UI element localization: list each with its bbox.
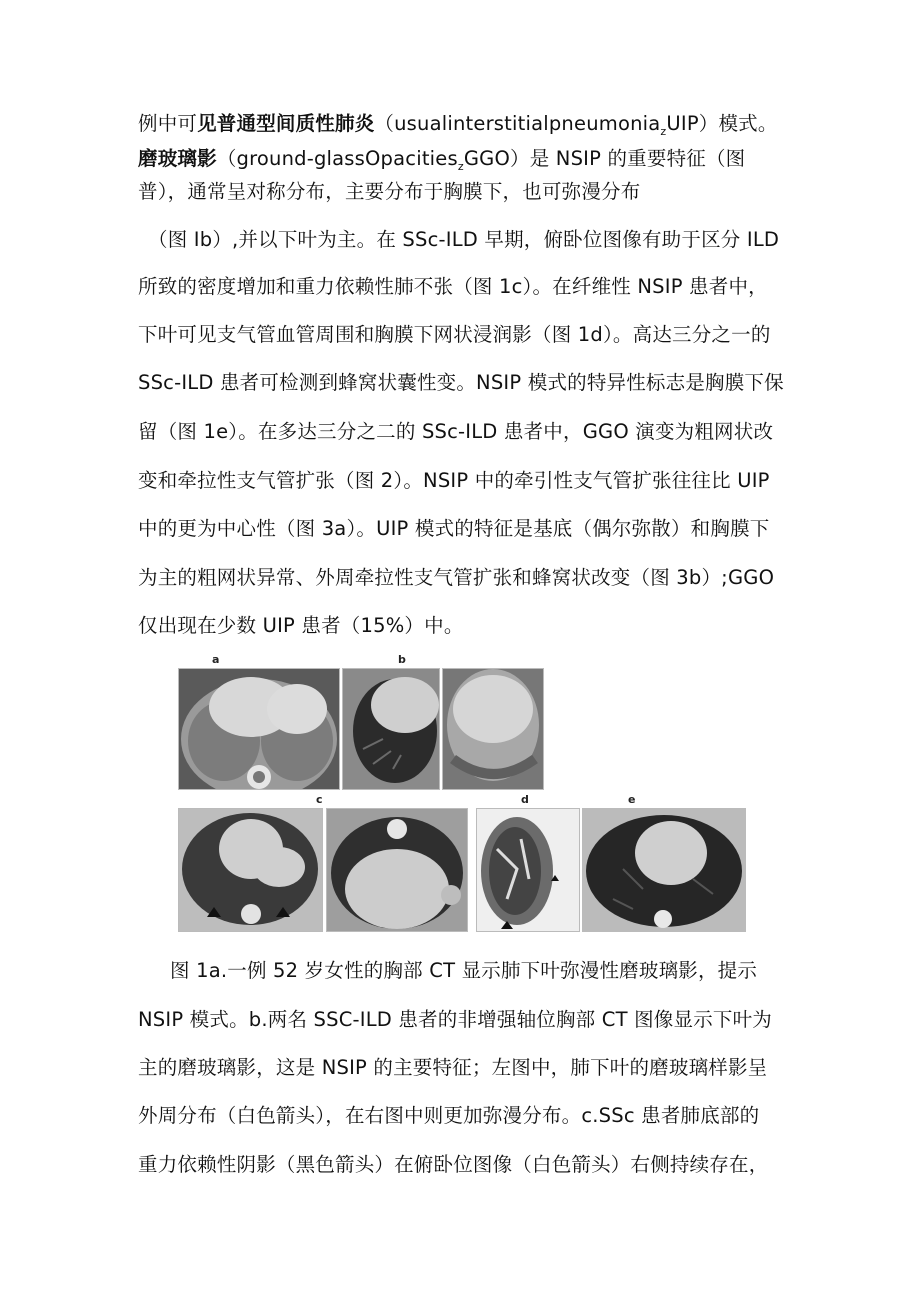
ct-image-e-graphic [583,809,745,931]
text-line-1 [138,108,778,138]
panel-label-e: e [628,793,636,806]
subscript: z [457,159,464,173]
ct-image-c1-graphic [179,809,322,931]
ct-image-a-graphic [179,669,339,789]
text-line-11: 为主的粗网状异常、外周牵拉性支气管扩张和蜂窝状改变（图 3b）;GGO [138,566,775,589]
text-segment: GGO）是 NSIP 的重要特征（图 [463,147,746,170]
panel-label-c: c [316,793,323,806]
ct-image-d [476,808,580,932]
text-line-6: 下叶可见支气管血管周围和胸膜下网状浸润影（图 1d）。高达三分之一的 [138,323,771,346]
bold-term-ggo: 磨玻璃影 [138,147,217,170]
text-line-8: 留（图 1e）。在多达三分之二的 SSc-ILD 患者中，GGO 演变为粗网状改 [138,420,774,443]
caption-line-3: 主的磨玻璃影，这是 NSIP 的主要特征；左图中，肺下叶的磨玻璃样影呈 [138,1056,768,1079]
text-line-12: 仅出现在少数 UIP 患者（15%）中。 [138,614,464,637]
text-segment: （usualinterstitialpneumonia [374,112,661,135]
ct-image-c2-graphic [327,809,467,931]
caption-line-1: 图 1a.一例 52 岁女性的胸部 CT 显示肺下叶弥漫性磨玻璃影，提示 [170,959,758,982]
text-line-3: 普），通常呈对称分布，主要分布于胸膜下，也可弥漫分布 [138,180,641,203]
panel-label-b: b [398,653,406,666]
text-line-9: 变和牵拉性支气管扩张（图 2）。NSIP 中的牵引性支气管扩张往往比 UIP [138,469,770,492]
ct-figure [178,655,778,937]
bold-term-uip: 见普通型间质性肺炎 [197,112,375,135]
text-line-4: （图 Ib）,并以下叶为主。在 SSc-ILD 早期，俯卧位图像有助于区分 ILD [148,228,780,251]
ct-image-b1-graphic [343,669,439,789]
ct-image-c1 [178,808,323,932]
ct-image-b2-graphic [443,669,543,789]
panel-label-d: d [521,793,529,806]
caption-line-5: 重力依赖性阴影（黑色箭头）在俯卧位图像（白色箭头）右侧持续存在， [138,1153,769,1176]
text-line-5: 所致的密度增加和重力依赖性肺不张（图 1c）。在纤维性 NSIP 患者中， [138,275,768,298]
text-segment: UIP）模式。 [666,112,778,135]
subscript: z [660,124,667,138]
ct-image-c2 [326,808,468,932]
ct-image-d-graphic [477,809,579,931]
text-line-2 [138,143,745,173]
ct-image-a [178,668,340,790]
text-segment: 例中可 [138,112,198,135]
caption-line-4: 外周分布（白色箭头），在右图中则更加弥漫分布。c.SSc 患者肺底部的 [138,1104,760,1127]
text-segment: （ground-glassOpacities [216,147,458,170]
text-line-7: SSc-ILD 患者可检测到蜂窝状囊性变。NSIP 模式的特异性标志是胸膜下保 [138,371,784,394]
panel-label-a: a [212,653,220,666]
ct-image-b2 [442,668,544,790]
ct-image-b1 [342,668,440,790]
caption-line-2: NSIP 模式。b.两名 SSC-ILD 患者的非增强轴位胸部 CT 图像显示下叶为 [138,1008,773,1031]
text-line-10: 中的更为中心性（图 3a）。UIP 模式的特征是基底（偶尔弥散）和胸膜下 [138,517,770,540]
ct-image-e [582,808,746,932]
